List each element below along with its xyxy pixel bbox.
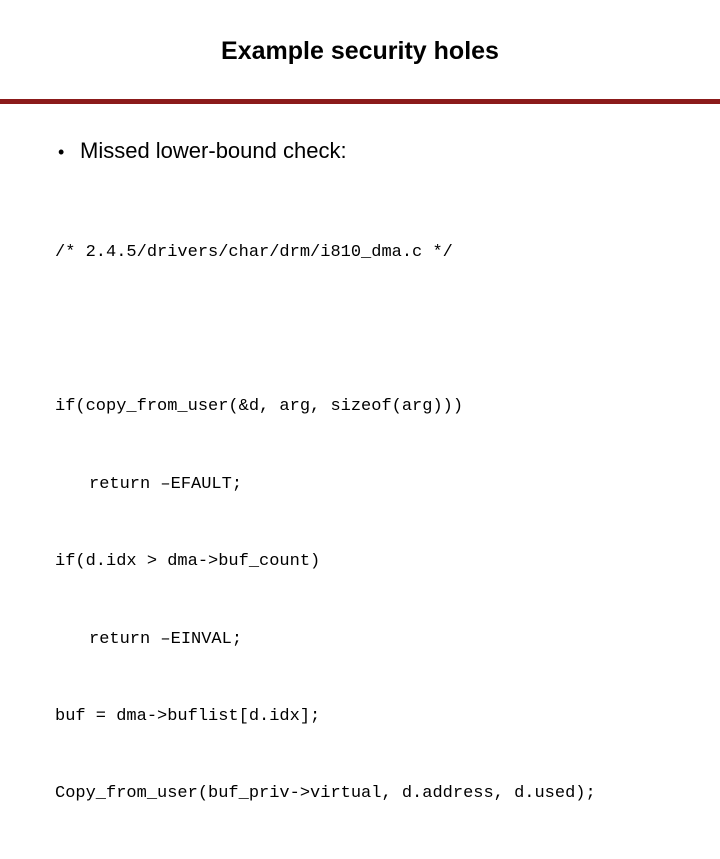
bullet-text: Missed lower-bound check:	[80, 138, 347, 163]
code-line: return –EFAULT;	[89, 474, 243, 494]
code-line: return –EINVAL;	[89, 629, 243, 649]
code-line: if(d.idx > dma->buf_count)	[55, 552, 321, 572]
code-block	[55, 188, 596, 859]
code-blank-line	[55, 317, 596, 343]
slide-title: Example security holes	[221, 37, 499, 65]
code-line: buf = dma->buflist[d.idx];	[55, 706, 321, 726]
bullet-icon: •	[58, 142, 65, 162]
bullet-item	[58, 138, 347, 164]
code-comment: /* 2.4.5/drivers/char/drm/i810_dma.c */	[55, 242, 453, 262]
code-line: Copy_from_user(buf_priv->virtual, d.address, d.used);	[55, 784, 596, 804]
title-area	[0, 0, 720, 100]
title-divider	[0, 99, 720, 104]
code-line: if(copy_from_user(&d, arg, sizeof(arg)))	[55, 397, 464, 417]
